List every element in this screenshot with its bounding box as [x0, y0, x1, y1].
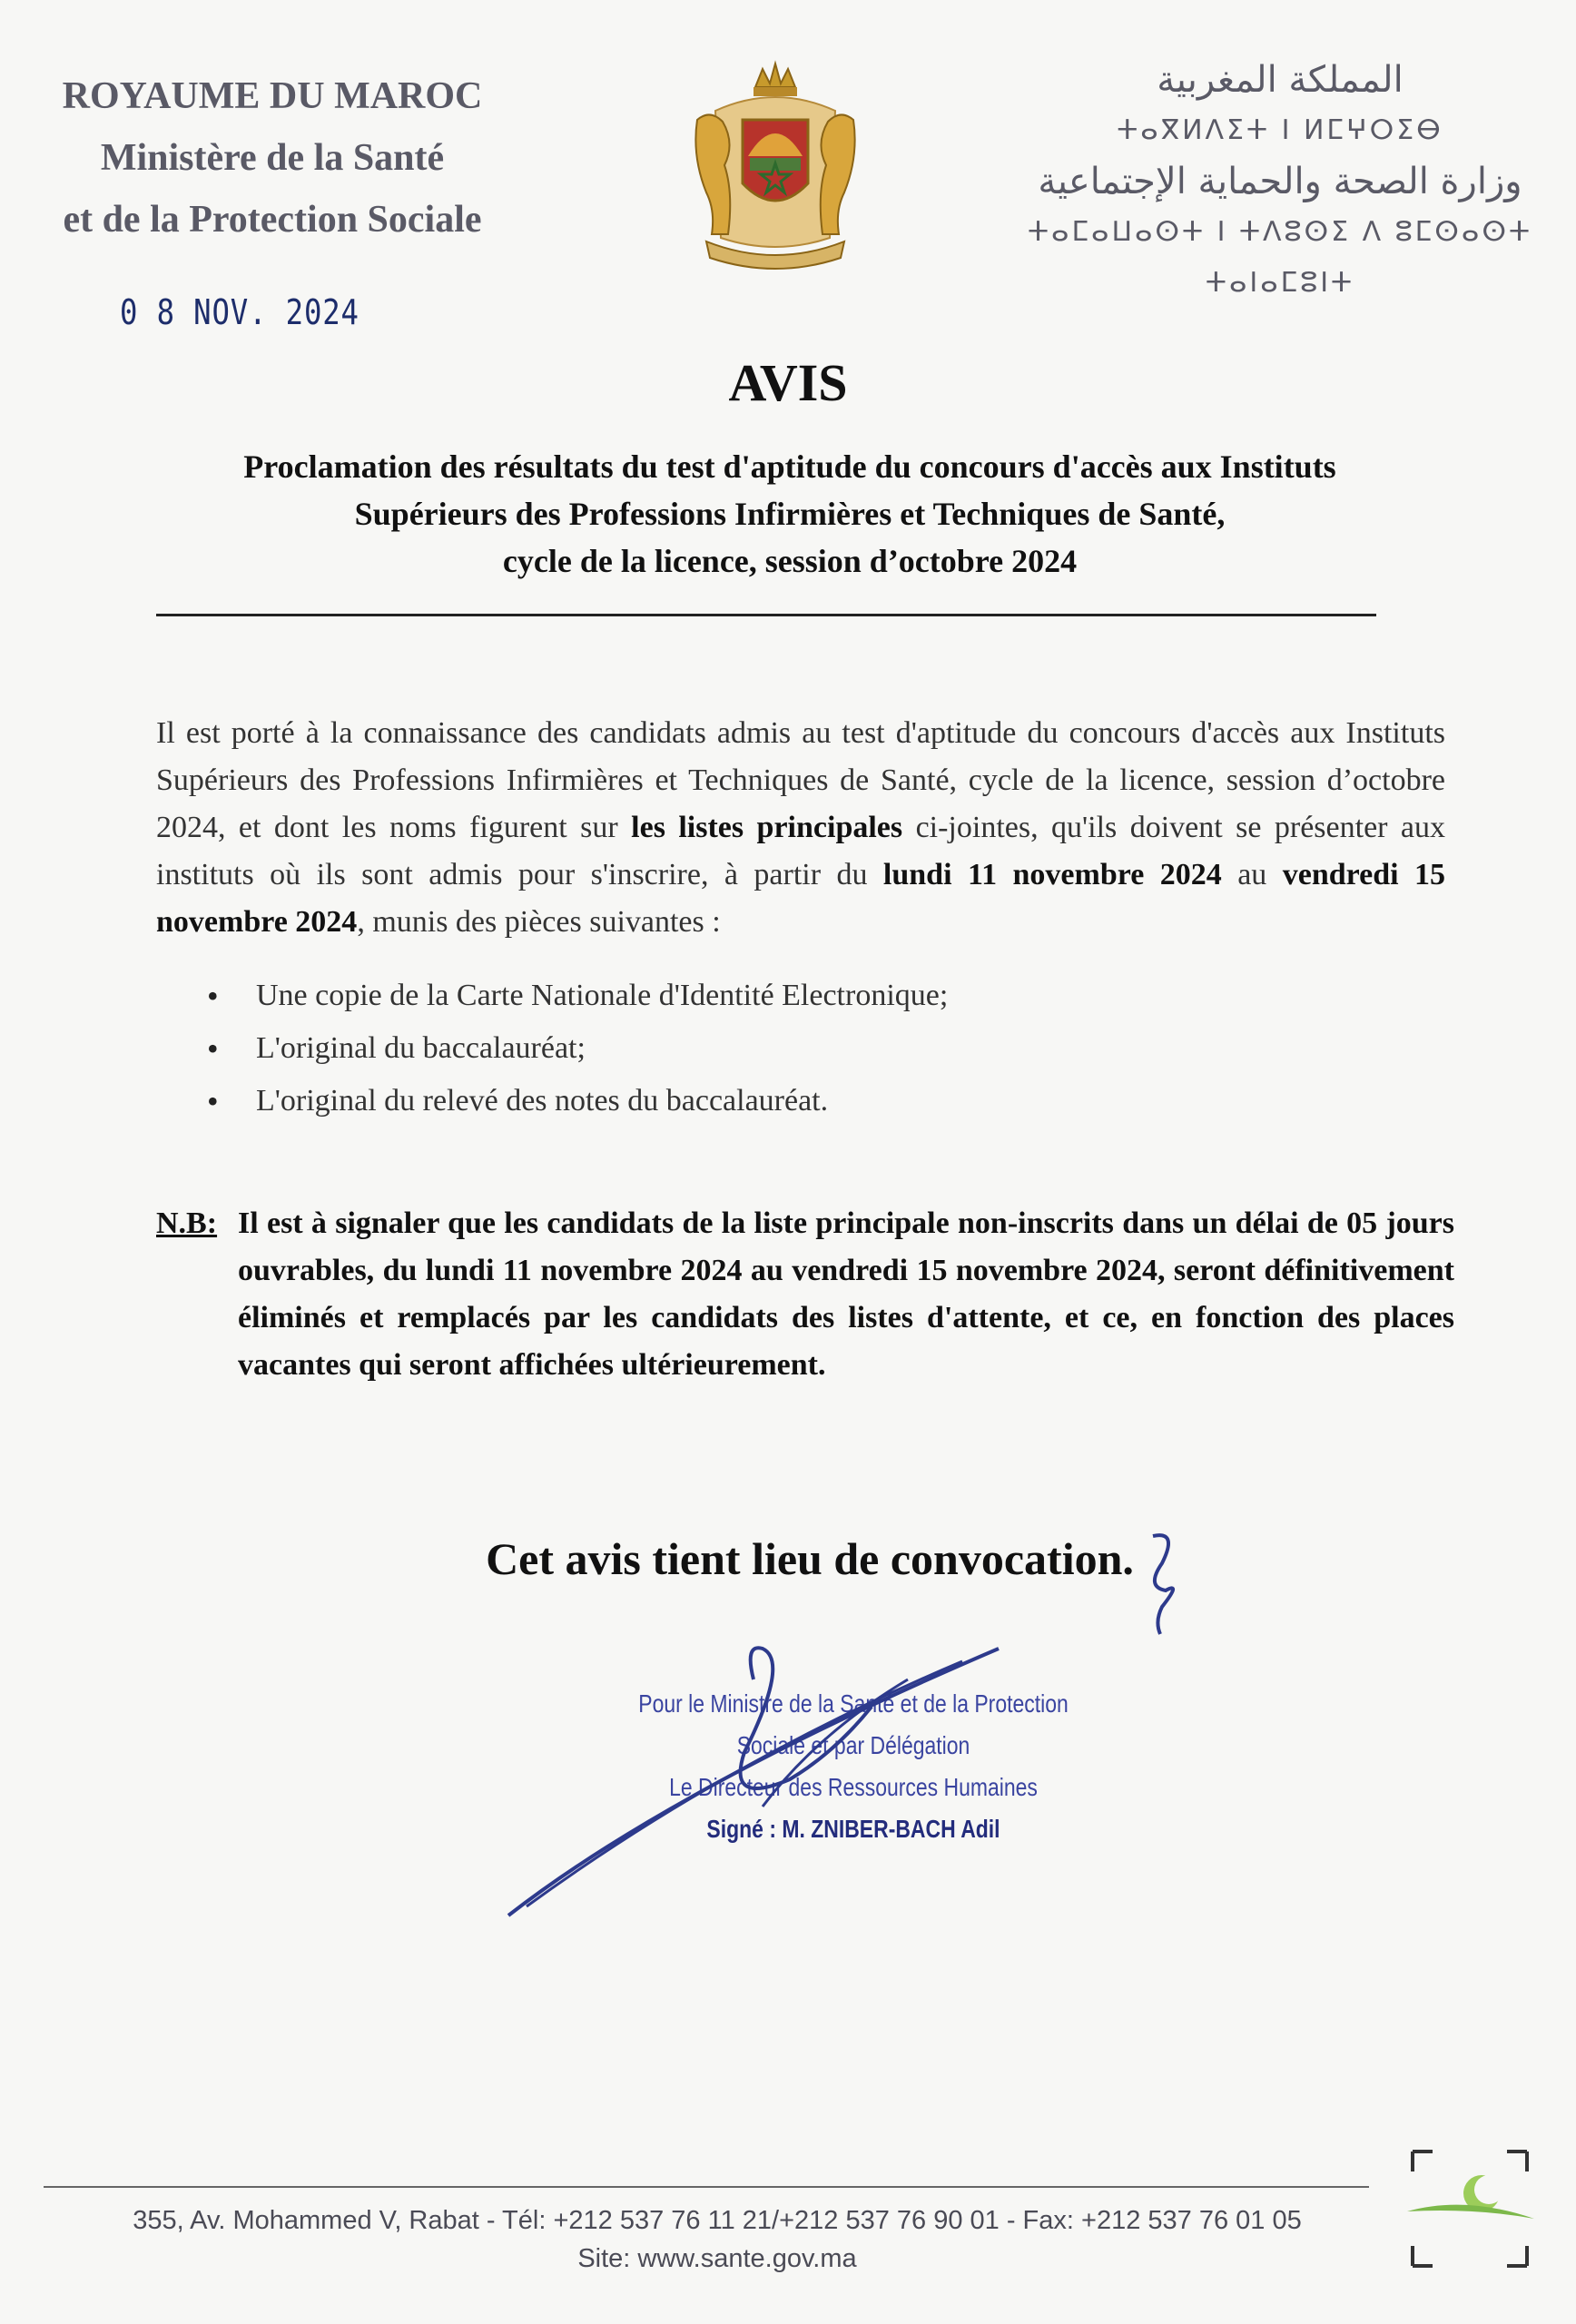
signature-line-2: Sociale et par Délégation [736, 1731, 970, 1759]
subtitle-line-2: Supérieurs des Professions Infirmières et Techniques de Santé, [354, 496, 1226, 532]
header-right-tifinagh-2: ⵜⴰⵎⴰⵡⴰⵙⵜ ⵏ ⵜⴷⵓⵙⵉ ⴷ ⵓⵎⵙⴰⵙⵜ ⵜⴰⵏⴰⵎⵓⵏⵜ [1028, 216, 1532, 299]
header-left-line-3: et de la Protection Sociale [63, 199, 482, 241]
coat-of-arms-icon [679, 56, 872, 271]
footer-site: Site: www.sante.gov.ma [577, 2244, 857, 2273]
body-text-4: , munis des pièces suivantes : [357, 905, 721, 939]
signature-line-1: Pour le Ministre de la Santé et de la Protection [638, 1689, 1069, 1718]
header-left-line-1: ROYAUME DU MAROC [62, 75, 483, 117]
list-item: • Une copie de la Carte Nationale d'Identité Electronique; [207, 970, 1387, 1022]
list-item: • L'original du baccalauréat; [207, 1022, 1387, 1075]
header-right-ministry [990, 54, 1571, 309]
initials-mark [1135, 1527, 1189, 1636]
footer-address: 355, Av. Mohammed V, Rabat - Tél: +212 537 76 11 21/+212 537 76 90 01 - Fax: +212 537 76 01 05 [133, 2206, 1302, 2235]
body-bold-start-date: lundi 11 novembre 2024 [882, 858, 1222, 891]
header-right-arabic-1: المملكة المغربية [1157, 59, 1404, 101]
header-right-arabic-2: وزارة الصحة والحماية الإجتماعية [1038, 161, 1522, 202]
header-left-line-2: Ministère de la Santé [100, 137, 445, 179]
handwritten-signature [490, 1625, 1035, 1934]
body-text-2: ci-jointes, qu'ils doivent se présenter aux instituts où ils sont admis pour s'inscrire, à partir du [156, 811, 1446, 891]
body-text-3: au [1221, 858, 1283, 891]
body-text-1: Il est porté à la connaissance des candidats admis au test d'aptitude du concours d'accès aux Instituts Supérieurs des Professions Infirmières et Techniques de Santé, cycle de la licence, session d’octobre 2024, et dont les noms figurent sur [156, 716, 1445, 844]
header-right-tifinagh-1: ⵜⴰⴳⵍⴷⵉⵜ ⵏ ⵍⵎⵖⵔⵉⴱ [1117, 114, 1443, 146]
footer [36, 2201, 1398, 2278]
subtitle [136, 443, 1443, 585]
signature-line-4: Signé : M. ZNIBER-BACH Adil [706, 1815, 1000, 1843]
convocation-statement: Cet avis tient lieu de convocation. [486, 1533, 1134, 1584]
body-bold-lists: les listes principales [631, 811, 903, 844]
body-bold-end-date: vendredi 15 novembre 2024 [156, 858, 1446, 939]
body-paragraph [156, 710, 1445, 946]
page-title: AVIS [728, 353, 848, 412]
nb-text: Il est à signaler que les candidats de la liste principale non-inscrits dans un délai de 05 jours ouvrables, du lundi 11 novembre 2024 au vendredi 15 novembre 2024, seront définitivement éliminés et remplacés par les candidats des listes d'attente, et ce, en fonction des places vacantes qui seront affichées ultérieurement. [238, 1206, 1454, 1382]
header-left-ministry [27, 65, 517, 251]
signature-line-3: Le Directeur des Ressources Humaines [669, 1773, 1038, 1801]
date-stamp: 0 8 NOV. 2024 [120, 292, 360, 332]
subtitle-line-1: Proclamation des résultats du test d'aptitude du concours d'accès aux Instituts [243, 448, 1336, 485]
subtitle-line-3: cycle de la licence, session d’octobre 2024 [502, 543, 1078, 579]
documents-list [207, 970, 1387, 1128]
list-item: • L'original du relevé des notes du baccalauréat. [207, 1075, 1387, 1128]
nb-label: N.B: [156, 1206, 218, 1240]
footer-divider [44, 2186, 1369, 2188]
title-divider [156, 614, 1376, 616]
ministry-logo-icon [1402, 2141, 1538, 2277]
